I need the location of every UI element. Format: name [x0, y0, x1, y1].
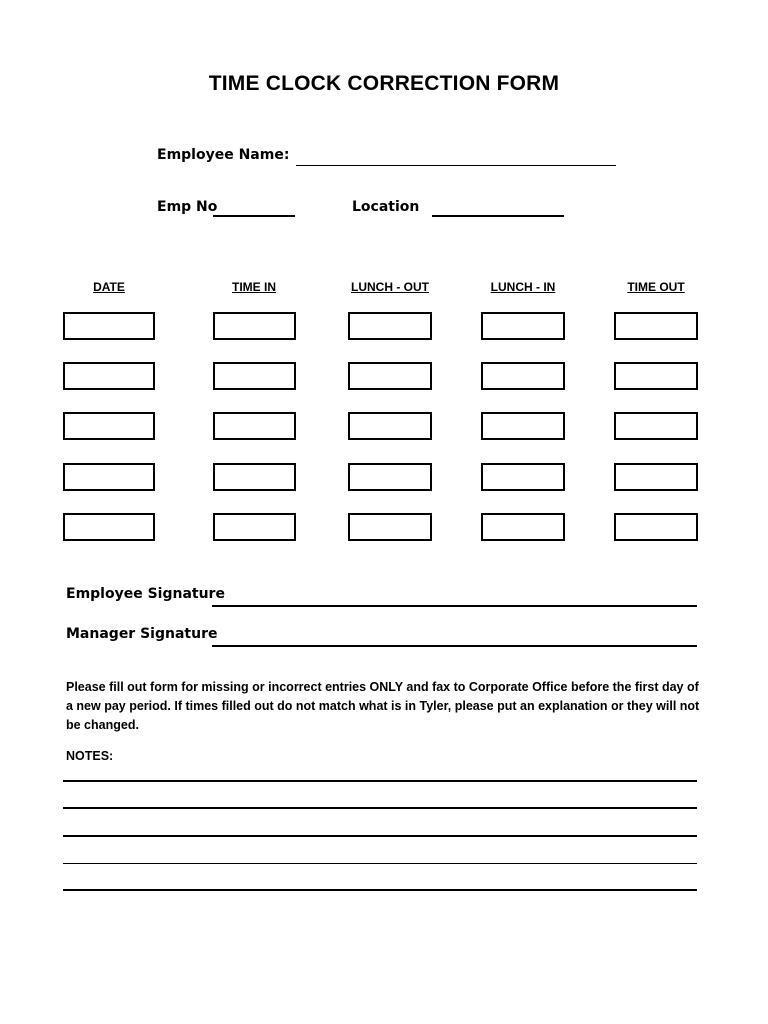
time-in-cell[interactable]	[213, 463, 296, 491]
date-cell[interactable]	[63, 513, 155, 541]
lunch-out-cell[interactable]	[348, 513, 432, 541]
lunch-out-cell[interactable]	[348, 362, 432, 390]
notes-line[interactable]	[63, 807, 697, 809]
lunch-in-cell[interactable]	[481, 412, 565, 440]
emp-no-field[interactable]	[213, 215, 295, 217]
manager-signature-line[interactable]	[212, 645, 697, 647]
notes-line[interactable]	[63, 780, 697, 782]
notes-line[interactable]	[63, 835, 697, 837]
column-header-time-out: TIME OUT	[627, 280, 685, 294]
time-out-cell[interactable]	[614, 312, 698, 340]
column-header-lunch-out: LUNCH - OUT	[351, 280, 429, 294]
manager-signature-label: Manager Signature	[66, 626, 218, 642]
date-cell[interactable]	[63, 412, 155, 440]
column-header-lunch-in: LUNCH - IN	[490, 280, 556, 294]
column-header-date: DATE	[93, 280, 125, 294]
lunch-in-cell[interactable]	[481, 362, 565, 390]
time-in-cell[interactable]	[213, 312, 296, 340]
instructions-text: Please fill out form for missing or incorrect entries ONLY and fax to Corporate Office before the first day of a new pay period. If times filled out do not match what is in Tyler, please put an explanation or they will not be changed.	[66, 680, 700, 732]
employee-signature-line[interactable]	[212, 605, 697, 607]
column-header-time-in: TIME IN	[232, 280, 276, 294]
location-field[interactable]	[432, 215, 564, 217]
lunch-in-cell[interactable]	[481, 513, 565, 541]
employee-name-field[interactable]	[296, 165, 616, 166]
time-out-cell[interactable]	[614, 412, 698, 440]
employee-name-label: Employee Name:	[157, 147, 290, 163]
employee-signature-label: Employee Signature	[66, 586, 225, 602]
date-cell[interactable]	[63, 362, 155, 390]
time-out-cell[interactable]	[614, 513, 698, 541]
lunch-out-cell[interactable]	[348, 312, 432, 340]
location-label: Location	[352, 199, 420, 215]
time-in-cell[interactable]	[213, 513, 296, 541]
lunch-in-cell[interactable]	[481, 463, 565, 491]
lunch-out-cell[interactable]	[348, 463, 432, 491]
time-out-cell[interactable]	[614, 463, 698, 491]
form-title: TIME CLOCK CORRECTION FORM	[208, 72, 560, 95]
date-cell[interactable]	[63, 312, 155, 340]
lunch-out-cell[interactable]	[348, 412, 432, 440]
notes-line[interactable]	[63, 889, 697, 891]
date-cell[interactable]	[63, 463, 155, 491]
time-in-cell[interactable]	[213, 362, 296, 390]
time-out-cell[interactable]	[614, 362, 698, 390]
emp-no-label: Emp No	[157, 199, 218, 215]
notes-line[interactable]	[63, 863, 697, 864]
time-in-cell[interactable]	[213, 412, 296, 440]
lunch-in-cell[interactable]	[481, 312, 565, 340]
notes-label: NOTES:	[66, 749, 114, 763]
